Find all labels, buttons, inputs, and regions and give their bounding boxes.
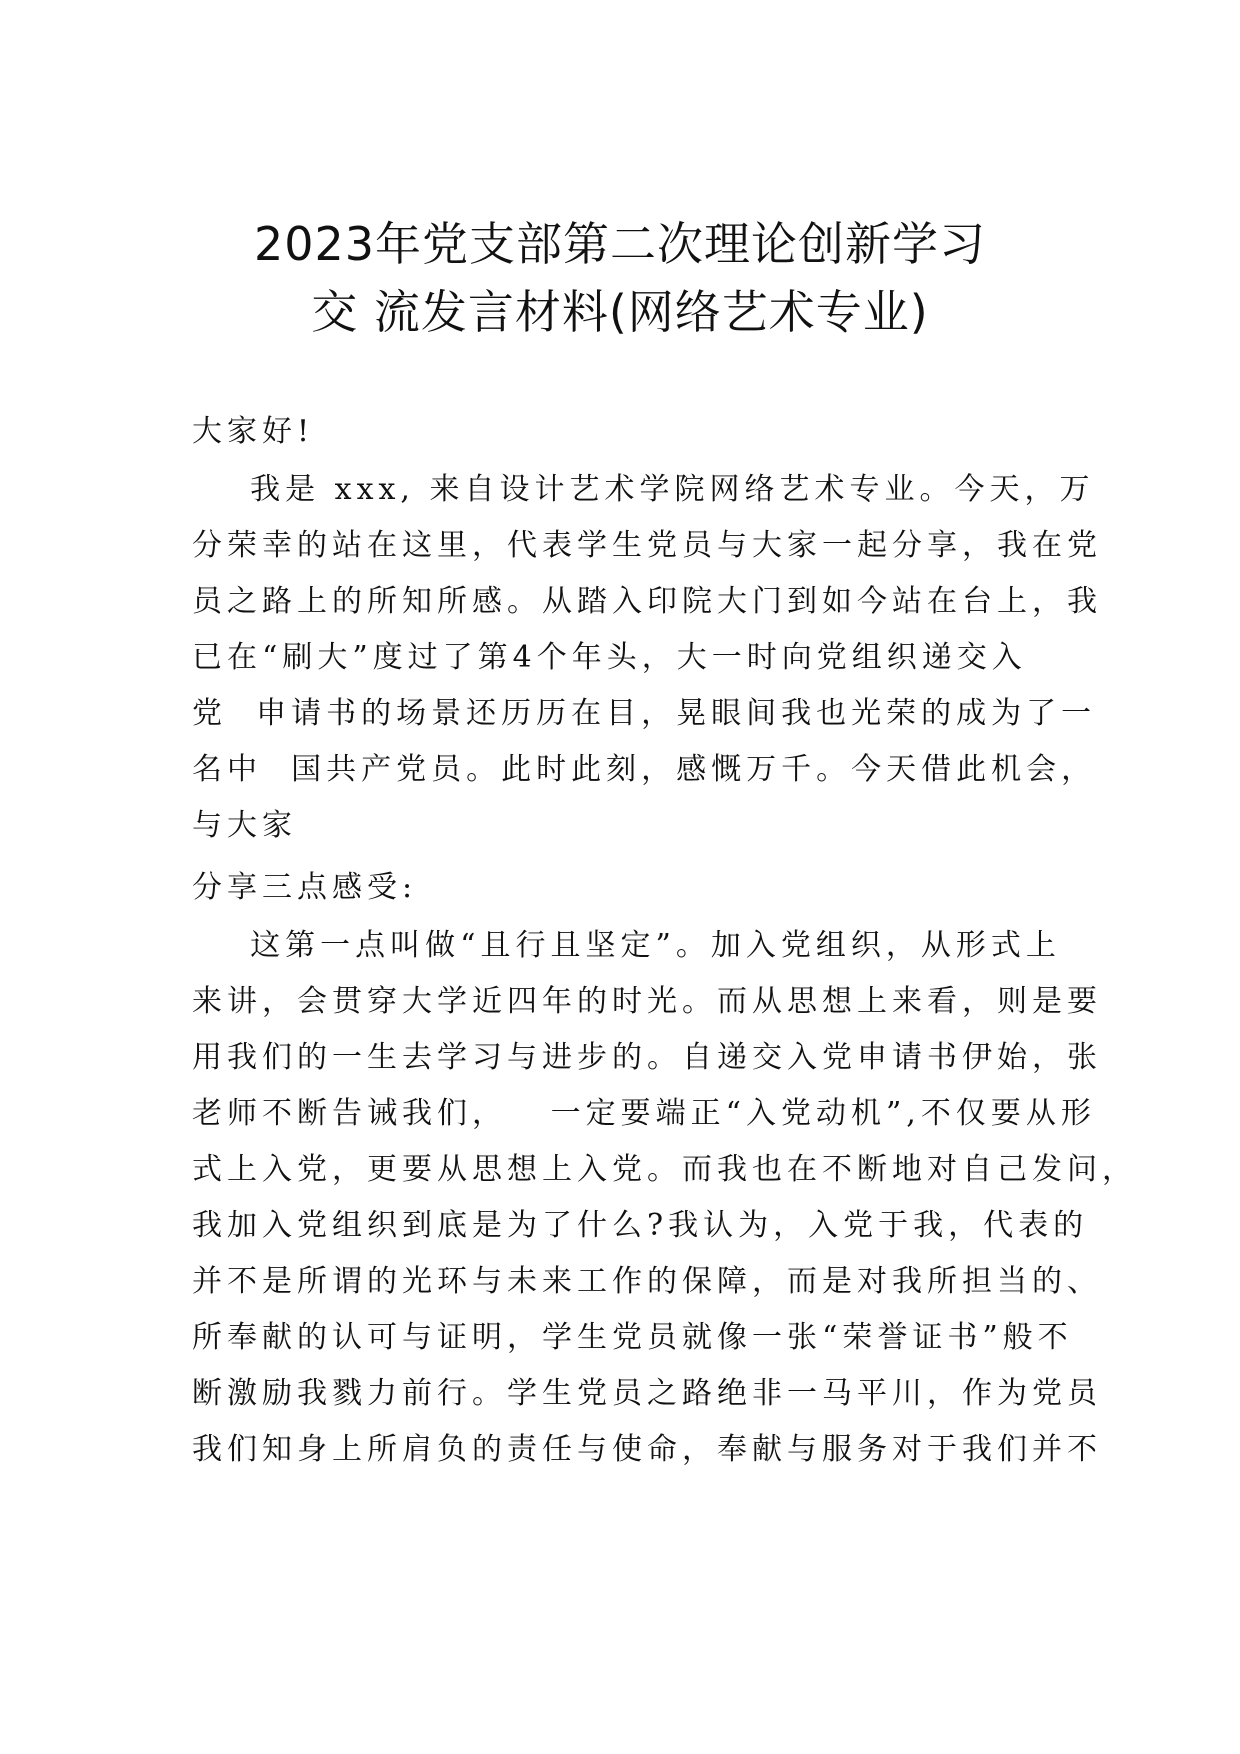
- paragraph-1-line: 我是 xxx, 来自设计艺术学院网络艺术专业。今天，万: [192, 472, 1095, 507]
- paragraph-1-line: 党 申请书的场景还历历在目，晃眼间我也光荣的成为了一: [192, 696, 1097, 731]
- paragraph-1-line: 已在“刷大”度过了第4个年头，大一时向党组织递交入: [192, 640, 1027, 675]
- paragraph-1: [192, 462, 1102, 854]
- paragraph-2-line: 这第一点叫做“且行且坚定”。加入党组织，从形式上: [192, 928, 1061, 963]
- paragraph-2-line: 我们知身上所肩负的责任与使命，奉献与服务对于我们并不: [192, 1432, 1102, 1467]
- document-title-line-1: 2023年党支部第二次理论创新学习: [253, 217, 987, 271]
- closing-line: 分享三点感受:: [192, 870, 418, 905]
- paragraph-2-line: 并不是所谓的光环与未来工作的保障，而是对我所担当的、: [192, 1264, 1102, 1299]
- paragraph-2: [192, 918, 1137, 1478]
- paragraph-2-line: 断激励我戮力前行。学生党员之路绝非一马平川，作为党员: [192, 1376, 1102, 1411]
- paragraph-1-line: 与大家: [192, 808, 297, 843]
- document-title-line-2: 交 流发言材料(网络艺术专业): [311, 285, 929, 339]
- paragraph-2-line: 我加入党组织到底是为了什么?我认为，入党于我，代表的: [192, 1208, 1089, 1243]
- paragraph-2-line: 式上入党，更要从思想上入党。而我也在不断地对自己发问，: [192, 1152, 1137, 1187]
- paragraph-2-line: 来讲，会贯穿大学近四年的时光。而从思想上来看，则是要: [192, 984, 1102, 1019]
- paragraph-2-line: 所奉献的认可与证明，学生党员就像一张“荣誉证书”般不: [192, 1320, 1073, 1355]
- paragraph-2-line: 用我们的一生去学习与进步的。自递交入党申请书伊始，张: [192, 1040, 1102, 1075]
- paragraph-1-line: 分荣幸的站在这里，代表学生党员与大家一起分享，我在党: [192, 528, 1102, 563]
- paragraph-1-line: 员之路上的所知所感。从踏入印院大门到如今站在台上，我: [192, 584, 1102, 619]
- greeting: 大家好!: [192, 414, 315, 449]
- paragraph-1-line: 名中 国共产党员。此时此刻，感慨万千。今天借此机会，: [192, 752, 1097, 787]
- paragraph-2-line: 老师不断告诫我们， 一定要端正“入党动机”,不仅要从形: [192, 1096, 1096, 1131]
